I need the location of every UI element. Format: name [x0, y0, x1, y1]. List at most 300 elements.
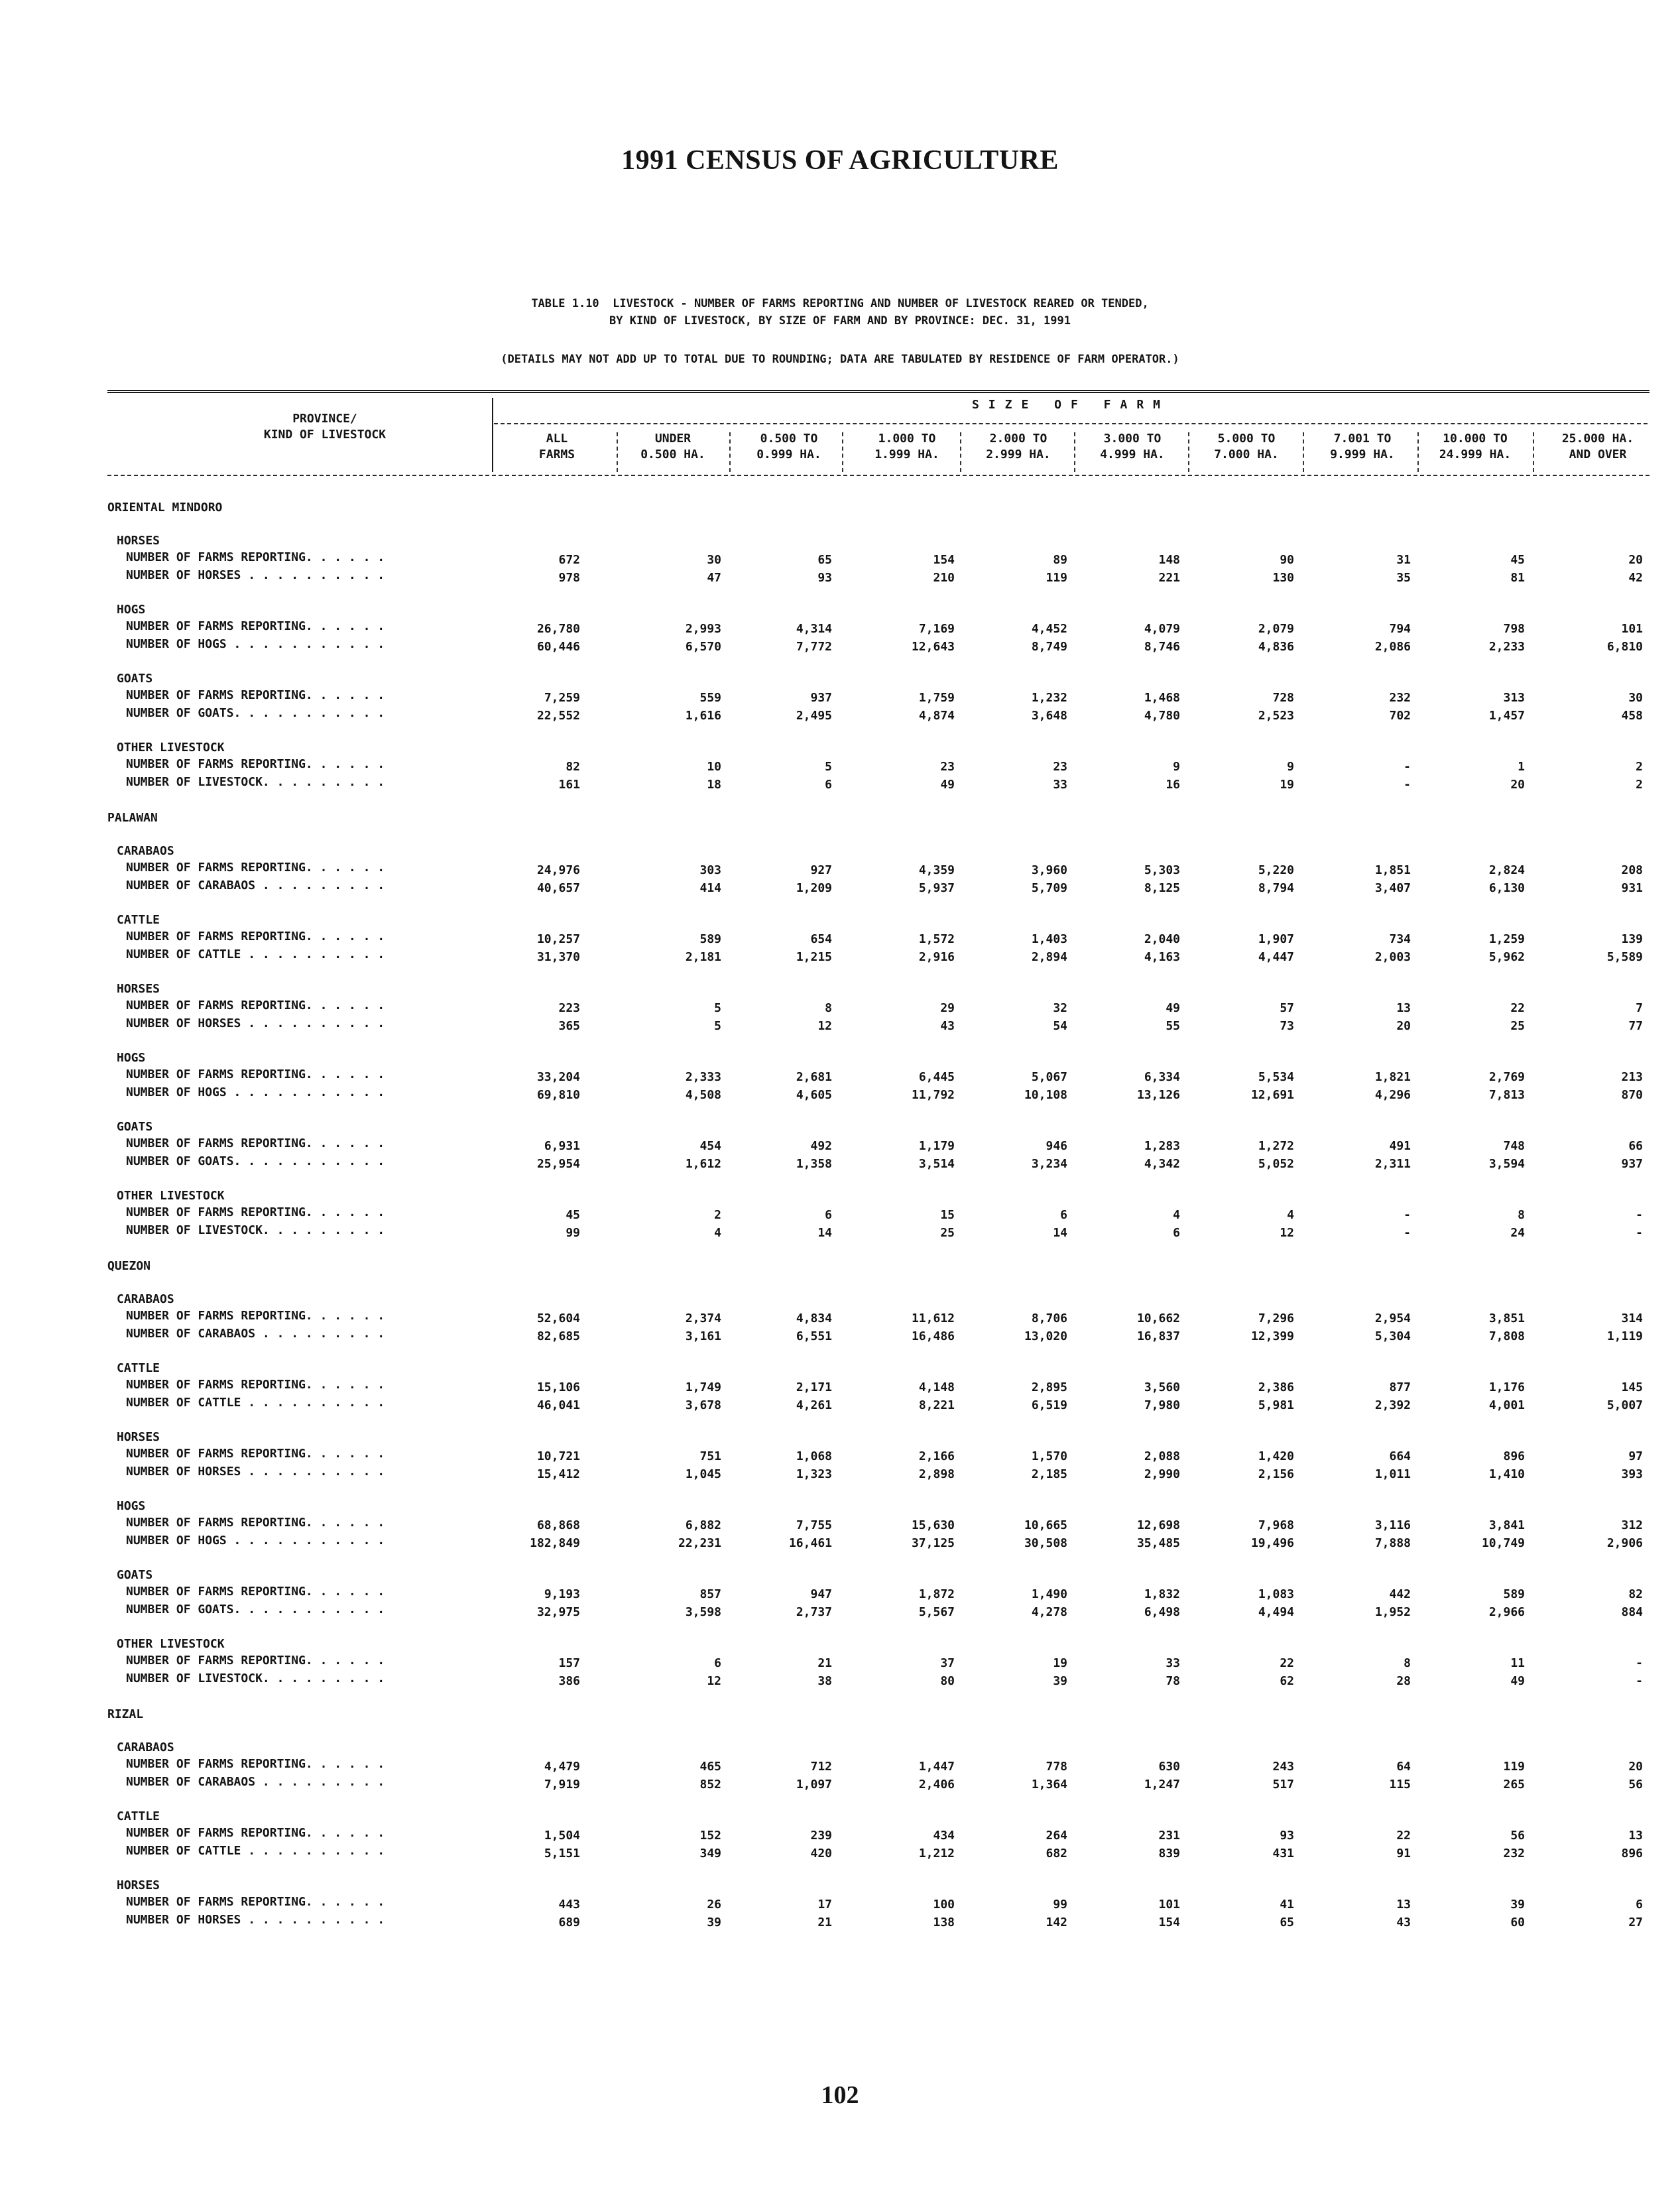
table-cell: 64: [1396, 1760, 1411, 1774]
row-label: NUMBER OF HOGS . . . . . . . . . . .: [126, 637, 385, 651]
livestock-kind-heading: GOATS: [117, 1568, 153, 1582]
row-label: NUMBER OF FARMS REPORTING. . . . . .: [126, 688, 385, 702]
table-cell: 16,461: [788, 1536, 832, 1550]
row-label: NUMBER OF HORSES . . . . . . . . . .: [126, 1913, 385, 1927]
table-cell: 1,447: [918, 1760, 955, 1774]
table-cell: 12,643: [911, 640, 955, 654]
table-cell: 7,772: [796, 640, 832, 654]
table-cell: 9: [1287, 760, 1294, 774]
table-cell: 30,508: [1024, 1536, 1067, 1550]
table-cell: 931: [1621, 881, 1643, 895]
livestock-kind-heading: CATTLE: [117, 1809, 160, 1823]
table-cell: 18: [707, 778, 721, 792]
table-cell: 6: [825, 1208, 832, 1222]
table-cell: 4,359: [918, 863, 955, 877]
column-header-6-line-1: 3.000 TO: [1103, 432, 1162, 446]
table-cell: 2,406: [918, 1778, 955, 1792]
table-cell: 6: [714, 1656, 721, 1670]
table-cell: 31: [1396, 553, 1411, 567]
table-cell: 4,261: [796, 1398, 832, 1412]
column-header-1-line-1: ALL: [546, 432, 568, 446]
column-header-6: [1076, 431, 1189, 463]
table-cell: 1,011: [1374, 1467, 1411, 1481]
table-cell: 23: [1053, 760, 1067, 774]
table-top-rule: [107, 390, 1650, 393]
table-cell: 1,068: [796, 1449, 832, 1463]
column-header-5: [962, 431, 1075, 463]
table-cell: 454: [699, 1139, 721, 1153]
table-cell: 393: [1621, 1467, 1643, 1481]
table-cell: 49: [940, 778, 955, 792]
column-header-9-line-2: 24.999 HA.: [1439, 448, 1512, 461]
column-header-7: [1190, 431, 1303, 463]
table-cell: 130: [1272, 571, 1294, 585]
table-cell: 1,749: [685, 1380, 721, 1394]
table-cell: 21: [817, 1915, 832, 1929]
table-cell: 33: [1053, 778, 1067, 792]
table-cell: 2: [714, 1208, 721, 1222]
table-cell: 12,698: [1136, 1518, 1180, 1532]
table-cell: 41: [1280, 1898, 1294, 1912]
table-cell: 31,370: [536, 950, 580, 964]
table-cell: 13: [1396, 1898, 1411, 1912]
table-cell: 2,374: [685, 1311, 721, 1325]
column-header-6-line-2: 4.999 HA.: [1100, 448, 1165, 461]
table-cell: 38: [817, 1674, 832, 1688]
column-divider: [842, 432, 843, 472]
table-cell: 2,392: [1374, 1398, 1411, 1412]
row-label: NUMBER OF LIVESTOCK. . . . . . . . .: [126, 1671, 385, 1685]
table-cell: 630: [1158, 1760, 1180, 1774]
table-cell: 13: [1628, 1829, 1643, 1843]
livestock-kind-heading: CATTLE: [117, 913, 160, 927]
column-divider: [1417, 432, 1419, 472]
table-cell: 2,894: [1031, 950, 1067, 964]
table-cell: 7,980: [1144, 1398, 1180, 1412]
table-cell: 2,993: [685, 622, 721, 636]
table-cell: 7,755: [796, 1518, 832, 1532]
table-cell: 65: [1280, 1915, 1294, 1929]
table-cell: 21: [817, 1656, 832, 1670]
table-cell: 458: [1621, 709, 1643, 723]
table-cell: 1,612: [685, 1157, 721, 1171]
table-cell: 2,233: [1488, 640, 1525, 654]
table-cell: 37,125: [911, 1536, 955, 1550]
table-cell: 7: [1636, 1001, 1643, 1015]
table-cell: 4,001: [1488, 1398, 1525, 1412]
column-header-1-line-2: FARMS: [538, 448, 575, 461]
row-label: NUMBER OF HORSES . . . . . . . . . .: [126, 1016, 385, 1030]
table-cell: 73: [1280, 1019, 1294, 1033]
table-cell: 8: [825, 1001, 832, 1015]
table-cell: 37: [940, 1656, 955, 1670]
table-cell: 20: [1628, 553, 1643, 567]
table-cell: 157: [558, 1656, 580, 1670]
table-cell: 23: [940, 760, 955, 774]
table-cell: 1,821: [1374, 1070, 1411, 1084]
table-cell: 161: [558, 778, 580, 792]
table-cell: 1,272: [1258, 1139, 1294, 1153]
table-cell: 12,691: [1250, 1088, 1294, 1102]
table-cell: 1,504: [544, 1829, 580, 1843]
table-cell: 148: [1158, 553, 1180, 567]
table-cell: 2,681: [796, 1070, 832, 1084]
table-cell: 39: [1053, 1674, 1067, 1688]
table-cell: 81: [1510, 571, 1525, 585]
table-cell: 2,916: [918, 950, 955, 964]
table-cell: 2,906: [1606, 1536, 1643, 1550]
table-cell: 852: [699, 1778, 721, 1792]
row-label: NUMBER OF FARMS REPORTING. . . . . .: [126, 1826, 385, 1840]
table-cell: 751: [699, 1449, 721, 1463]
column-header-9: [1419, 431, 1531, 463]
table-cell: 152: [699, 1829, 721, 1843]
table-cell: 2,086: [1374, 640, 1411, 654]
livestock-kind-heading: CARABAOS: [117, 844, 174, 858]
table-cell: 6: [1173, 1226, 1180, 1240]
stub-header-line-1: PROVINCE/: [292, 412, 357, 426]
column-header-1: [501, 431, 613, 463]
table-cell: 4,447: [1258, 950, 1294, 964]
table-cell: 20: [1510, 778, 1525, 792]
table-cell: -: [1636, 1656, 1643, 1670]
column-divider: [617, 432, 618, 472]
table-cell: 1,616: [685, 709, 721, 723]
table-cell: 5,709: [1031, 881, 1067, 895]
table-cell: 5,534: [1258, 1070, 1294, 1084]
table-cell: 442: [1389, 1587, 1411, 1601]
row-label: NUMBER OF HORSES . . . . . . . . . .: [126, 568, 385, 582]
table-cell: 89: [1053, 553, 1067, 567]
table-cell: 4,834: [796, 1311, 832, 1325]
table-cell: 4,508: [685, 1088, 721, 1102]
table-cell: 69,810: [536, 1088, 580, 1102]
table-cell: 77: [1628, 1019, 1643, 1033]
table-cell: 19: [1280, 778, 1294, 792]
row-label: NUMBER OF GOATS. . . . . . . . . . .: [126, 1154, 385, 1168]
column-header-3: [733, 431, 845, 463]
table-cell: 589: [699, 932, 721, 946]
row-label: NUMBER OF CATTLE . . . . . . . . . .: [126, 1844, 385, 1858]
table-cell: 119: [1046, 571, 1067, 585]
table-cell: 47: [707, 571, 721, 585]
column-header-2-line-2: 0.500 HA.: [640, 448, 705, 461]
table-cell: 10,665: [1024, 1518, 1067, 1532]
table-cell: 8,125: [1144, 881, 1180, 895]
table-cell: 33,204: [536, 1070, 580, 1084]
table-cell: 4,342: [1144, 1157, 1180, 1171]
table-cell: 2,166: [918, 1449, 955, 1463]
table-cell: 6,570: [685, 640, 721, 654]
table-cell: 1,209: [796, 881, 832, 895]
table-cell: 3,560: [1144, 1380, 1180, 1394]
table-cell: 3,851: [1488, 1311, 1525, 1325]
table-cell: 2,523: [1258, 709, 1294, 723]
table-cell: 56: [1510, 1829, 1525, 1843]
column-header-3-line-2: 0.999 HA.: [756, 448, 821, 461]
table-cell: 312: [1621, 1518, 1643, 1532]
table-cell: 6,551: [796, 1329, 832, 1343]
column-header-7-line-1: 5.000 TO: [1217, 432, 1276, 446]
livestock-kind-heading: HORSES: [117, 1878, 160, 1892]
table-cell: 13: [1396, 1001, 1411, 1015]
table-cell: 5,304: [1374, 1329, 1411, 1343]
table-cell: 28: [1396, 1674, 1411, 1688]
table-cell: 20: [1628, 1760, 1643, 1774]
table-cell: 6: [825, 778, 832, 792]
table-cell: 90: [1280, 553, 1294, 567]
table-cell: 60,446: [536, 640, 580, 654]
table-cell: -: [1404, 778, 1411, 792]
table-cell: 870: [1621, 1088, 1643, 1102]
table-cell: -: [1404, 760, 1411, 774]
table-cell: 10,749: [1481, 1536, 1525, 1550]
table-cell: 5: [825, 760, 832, 774]
table-cell: 49: [1510, 1674, 1525, 1688]
table-cell: 5,303: [1144, 863, 1180, 877]
row-label: NUMBER OF FARMS REPORTING. . . . . .: [126, 861, 385, 875]
livestock-kind-heading: HORSES: [117, 982, 160, 996]
table-cell: 5,220: [1258, 863, 1294, 877]
table-cell: -: [1404, 1208, 1411, 1222]
table-cell: 7,808: [1488, 1329, 1525, 1343]
table-cell: 4: [1173, 1208, 1180, 1222]
table-cell: 243: [1272, 1760, 1294, 1774]
livestock-kind-heading: OTHER LIVESTOCK: [117, 741, 225, 755]
table-cell: 4,079: [1144, 622, 1180, 636]
table-cell: 15: [940, 1208, 955, 1222]
table-cell: 3,514: [918, 1157, 955, 1171]
table-cell: 1,097: [796, 1778, 832, 1792]
table-cell: 10,108: [1024, 1088, 1067, 1102]
table-cell: 1,259: [1488, 932, 1525, 946]
column-header-4-line-2: 1.999 HA.: [874, 448, 939, 461]
table-cell: 22: [1396, 1829, 1411, 1843]
table-cell: 2,898: [918, 1467, 955, 1481]
table-cell: 492: [810, 1139, 832, 1153]
table-cell: 264: [1046, 1829, 1067, 1843]
table-cell: 100: [933, 1898, 955, 1912]
table-cell: 978: [558, 571, 580, 585]
table-cell: 39: [1510, 1898, 1525, 1912]
table-cell: 91: [1396, 1847, 1411, 1860]
row-label: NUMBER OF LIVESTOCK. . . . . . . . .: [126, 775, 385, 789]
table-cell: 25: [1510, 1019, 1525, 1033]
row-label: NUMBER OF HOGS . . . . . . . . . . .: [126, 1534, 385, 1548]
table-cell: 43: [1396, 1915, 1411, 1929]
province-heading: ORIENTAL MINDORO: [107, 501, 223, 515]
table-cell: 55: [1166, 1019, 1180, 1033]
table-cell: 4: [714, 1226, 721, 1240]
column-divider: [960, 432, 961, 472]
province-heading: PALAWAN: [107, 811, 158, 825]
table-cell: 22: [1510, 1001, 1525, 1015]
livestock-kind-heading: CARABAOS: [117, 1292, 174, 1306]
table-cell: 12,399: [1250, 1329, 1294, 1343]
table-cell: 52,604: [536, 1311, 580, 1325]
table-cell: 1,468: [1144, 691, 1180, 705]
table-cell: 313: [1503, 691, 1525, 705]
column-divider: [1533, 432, 1534, 472]
table-cell: 2: [1636, 778, 1643, 792]
row-label: NUMBER OF CATTLE . . . . . . . . . .: [126, 1396, 385, 1410]
table-cell: -: [1636, 1226, 1643, 1240]
table-cell: 1,045: [685, 1467, 721, 1481]
table-cell: 2,311: [1374, 1157, 1411, 1171]
table-cell: 6,519: [1031, 1398, 1067, 1412]
table-cell: 1,283: [1144, 1139, 1180, 1153]
row-label: NUMBER OF HOGS . . . . . . . . . . .: [126, 1085, 385, 1099]
row-label: NUMBER OF FARMS REPORTING. . . . . .: [126, 1447, 385, 1461]
table-caption-line-1: TABLE 1.10 LIVESTOCK - NUMBER OF FARMS REPORTING AND NUMBER OF LIVESTOCK REARED OR TENDED,: [531, 297, 1149, 310]
table-cell: 8,706: [1031, 1311, 1067, 1325]
table-cell: 3,161: [685, 1329, 721, 1343]
row-label: NUMBER OF FARMS REPORTING. . . . . .: [126, 550, 385, 564]
table-cell: 2,990: [1144, 1467, 1180, 1481]
table-cell: 559: [699, 691, 721, 705]
table-cell: 182,849: [530, 1536, 580, 1550]
row-label: NUMBER OF FARMS REPORTING. . . . . .: [126, 930, 385, 943]
table-cell: -: [1636, 1208, 1643, 1222]
table-cell: 78: [1166, 1674, 1180, 1688]
table-cell: 4,836: [1258, 640, 1294, 654]
row-label: NUMBER OF FARMS REPORTING. . . . . .: [126, 757, 385, 771]
column-header-10-line-1: 25.000 HA.: [1561, 432, 1634, 446]
table-cell: 33: [1166, 1656, 1180, 1670]
table-cell: 1,247: [1144, 1778, 1180, 1792]
table-cell: 1,872: [918, 1587, 955, 1601]
table-cell: 93: [817, 571, 832, 585]
table-cell: 2,333: [685, 1070, 721, 1084]
table-cell: 672: [558, 553, 580, 567]
page-number: 102: [821, 2081, 859, 2109]
table-cell: 414: [699, 881, 721, 895]
table-cell: 7,888: [1374, 1536, 1411, 1550]
livestock-kind-heading: HORSES: [117, 1430, 160, 1444]
table-cell: 5,007: [1606, 1398, 1643, 1412]
table-cell: 9,193: [544, 1587, 580, 1601]
table-cell: 138: [933, 1915, 955, 1929]
livestock-kind-heading: CARABAOS: [117, 1740, 174, 1754]
table-cell: 6,130: [1488, 881, 1525, 895]
table-cell: 5: [714, 1019, 721, 1033]
table-cell: 80: [940, 1674, 955, 1688]
table-cell: 7,296: [1258, 1311, 1294, 1325]
livestock-kind-heading: HORSES: [117, 534, 160, 548]
table-cell: 1,358: [796, 1157, 832, 1171]
table-cell: 4,452: [1031, 622, 1067, 636]
table-cell: 265: [1503, 1778, 1525, 1792]
table-cell: 896: [1503, 1449, 1525, 1463]
table-cell: 465: [699, 1760, 721, 1774]
table-cell: 39: [707, 1915, 721, 1929]
row-label: NUMBER OF FARMS REPORTING. . . . . .: [126, 1654, 385, 1668]
table-cell: 589: [1503, 1587, 1525, 1601]
column-header-8-line-2: 9.999 HA.: [1330, 448, 1395, 461]
table-cell: 43: [940, 1019, 955, 1033]
table-cell: 15,412: [536, 1467, 580, 1481]
table-cell: 139: [1621, 932, 1643, 946]
table-cell: 4,163: [1144, 950, 1180, 964]
table-cell: 46,041: [536, 1398, 580, 1412]
table-cell: 10: [707, 760, 721, 774]
table-cell: 4,874: [918, 709, 955, 723]
table-cell: 3,648: [1031, 709, 1067, 723]
table-cell: 8,794: [1258, 881, 1294, 895]
table-cell: 6,931: [544, 1139, 580, 1153]
row-label: NUMBER OF FARMS REPORTING. . . . . .: [126, 1585, 385, 1599]
row-label: NUMBER OF FARMS REPORTING. . . . . .: [126, 1378, 385, 1392]
table-cell: 420: [810, 1847, 832, 1860]
column-header-10: [1541, 431, 1654, 463]
row-label: NUMBER OF FARMS REPORTING. . . . . .: [126, 1136, 385, 1150]
table-cell: 728: [1272, 691, 1294, 705]
table-cell: 2,495: [796, 709, 832, 723]
table-cell: 927: [810, 863, 832, 877]
table-caption-line-2: BY KIND OF LIVESTOCK, BY SIZE OF FARM AND BY PROVINCE: DEC. 31, 1991: [609, 314, 1071, 328]
table-cell: 97: [1628, 1449, 1643, 1463]
table-cell: 62: [1280, 1674, 1294, 1688]
table-cell: 208: [1621, 863, 1643, 877]
table-cell: 946: [1046, 1139, 1067, 1153]
table-cell: 11,612: [911, 1311, 955, 1325]
table-cell: 82: [1628, 1587, 1643, 1601]
table-cell: 7,259: [544, 691, 580, 705]
table-cell: 517: [1272, 1778, 1294, 1792]
table-cell: 45: [566, 1208, 580, 1222]
column-header-4: [851, 431, 963, 463]
table-cell: 45: [1510, 553, 1525, 567]
table-cell: 1,572: [918, 932, 955, 946]
table-cell: 68,868: [536, 1518, 580, 1532]
column-header-8-line-1: 7.001 TO: [1333, 432, 1392, 446]
table-cell: 25: [940, 1226, 955, 1240]
table-cell: 213: [1621, 1070, 1643, 1084]
table-cell: 232: [1389, 691, 1411, 705]
table-cell: 93: [1280, 1829, 1294, 1843]
table-cell: 1,119: [1606, 1329, 1643, 1343]
table-cell: 4,314: [796, 622, 832, 636]
table-cell: 3,116: [1374, 1518, 1411, 1532]
row-label: NUMBER OF FARMS REPORTING. . . . . .: [126, 1067, 385, 1081]
table-cell: 29: [940, 1001, 955, 1015]
table-cell: 22,552: [536, 709, 580, 723]
table-cell: 115: [1389, 1778, 1411, 1792]
table-cell: 1,570: [1031, 1449, 1067, 1463]
stub-header-line-2: KIND OF LIVESTOCK: [263, 428, 387, 442]
table-cell: 32: [1053, 1001, 1067, 1015]
livestock-kind-heading: HOGS: [117, 603, 146, 617]
stub-header: [199, 411, 451, 443]
table-cell: 27: [1628, 1915, 1643, 1929]
table-cell: 5,052: [1258, 1157, 1294, 1171]
table-cell: 16,837: [1136, 1329, 1180, 1343]
table-cell: 748: [1503, 1139, 1525, 1153]
table-cell: 15,630: [911, 1518, 955, 1532]
table-cell: 2,966: [1488, 1605, 1525, 1619]
table-cell: 35: [1396, 571, 1411, 585]
table-cell: 1,232: [1031, 691, 1067, 705]
table-cell: 491: [1389, 1139, 1411, 1153]
table-cell: 1,907: [1258, 932, 1294, 946]
row-label: NUMBER OF FARMS REPORTING. . . . . .: [126, 619, 385, 633]
row-label: NUMBER OF FARMS REPORTING. . . . . .: [126, 1205, 385, 1219]
table-cell: 4,148: [918, 1380, 955, 1394]
table-cell: 142: [1046, 1915, 1067, 1929]
table-cell: 1,176: [1488, 1380, 1525, 1394]
row-label: NUMBER OF FARMS REPORTING. . . . . .: [126, 1516, 385, 1530]
row-label: NUMBER OF GOATS. . . . . . . . . . .: [126, 706, 385, 720]
